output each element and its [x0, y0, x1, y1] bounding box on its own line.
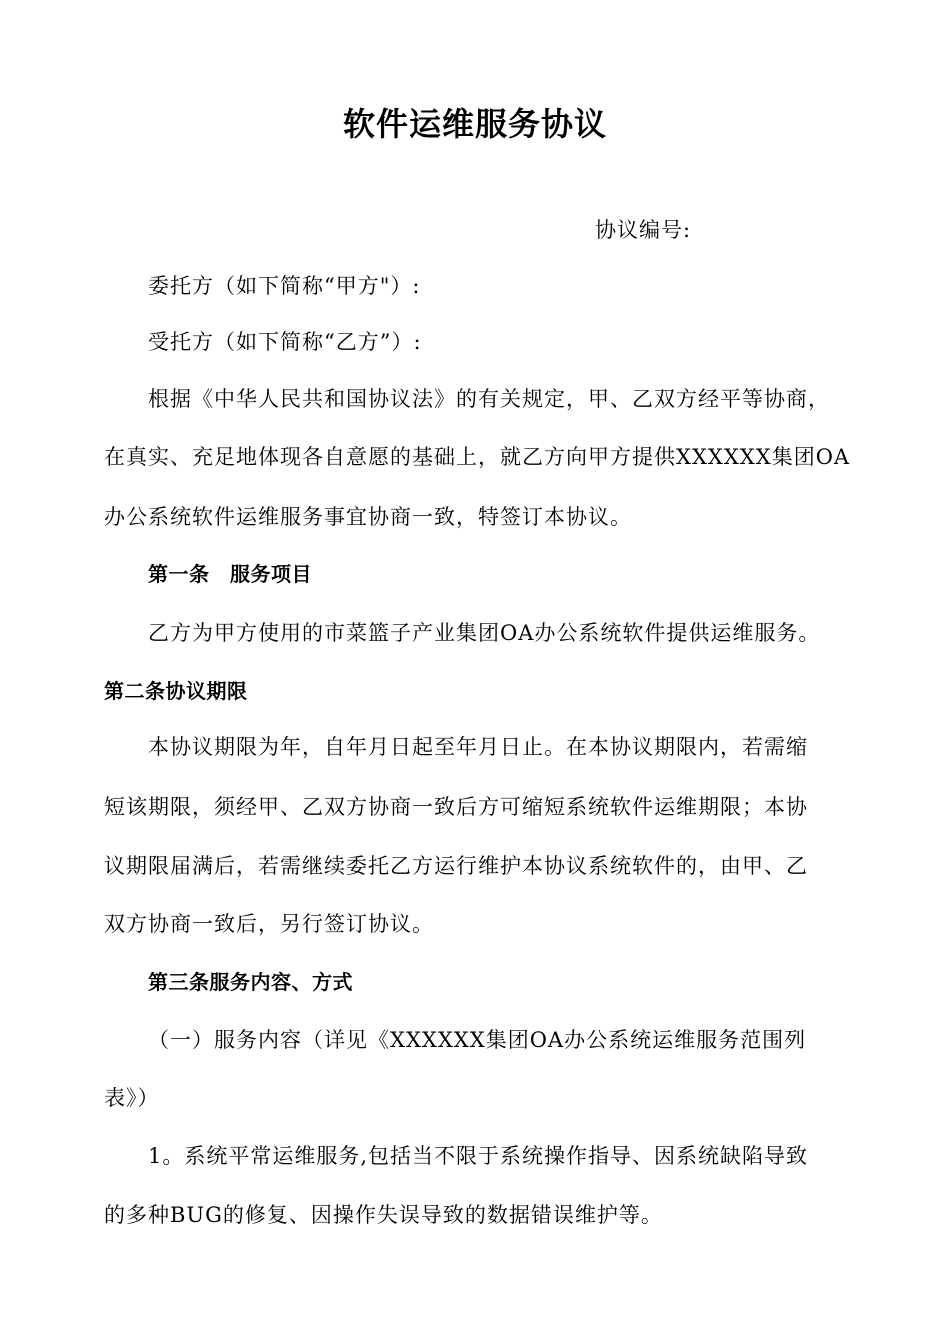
- preamble-line: 办公系统软件运维服务事宜协商一致，特签订本协议。: [104, 505, 632, 529]
- article-2-heading: 第二条协议期限: [104, 679, 248, 703]
- article-2-line: 本协议期限为年，自年月日起至年月日止。在本协议期限内，若需缩: [148, 735, 808, 759]
- preamble-line: 根据《中华人民共和国协议法》的有关规定，甲、乙双方经平等协商，: [148, 387, 830, 411]
- article-2-line: 双方协商一致后，另行签订协议。: [104, 912, 434, 936]
- section-1-line: 表》）: [104, 1086, 160, 1110]
- agreement-number-label: 协议编号:: [595, 218, 692, 242]
- section-1-line: （一）服务内容（详见《XXXXXX集团OA办公系统运维服务范围列: [148, 1028, 807, 1052]
- party-b-line: 受托方（如下简称“乙方”）:: [148, 330, 422, 354]
- article-1-line: 乙方为甲方使用的市菜篮子产业集团OA办公系统软件提供运维服务。: [148, 621, 821, 645]
- article-2-line: 短该期限，须经甲、乙双方协商一致后方可缩短系统软件运维期限；本协: [104, 795, 808, 819]
- item-1-line: 1。系统平常运维服务,包括当不限于系统操作指导、因系统缺陷导致: [148, 1144, 809, 1168]
- article-2-line: 议期限届满后，若需继续委托乙方运行维护本协议系统软件的，由甲、乙: [104, 854, 808, 878]
- article-3-heading: 第三条服务内容、方式: [148, 970, 353, 994]
- party-a-line: 委托方（如下简称“甲方"）:: [148, 274, 421, 298]
- document-title: 软件运维服务协议: [342, 105, 607, 143]
- item-1-line: 的多种BUG的修复、因操作失误导致的数据错误维护等。: [104, 1203, 663, 1227]
- preamble-line: 在真实、充足地体现各自意愿的基础上，就乙方向甲方提供XXXXXX集团OA: [104, 445, 851, 469]
- article-1-heading: 第一条 服务项目: [148, 562, 312, 586]
